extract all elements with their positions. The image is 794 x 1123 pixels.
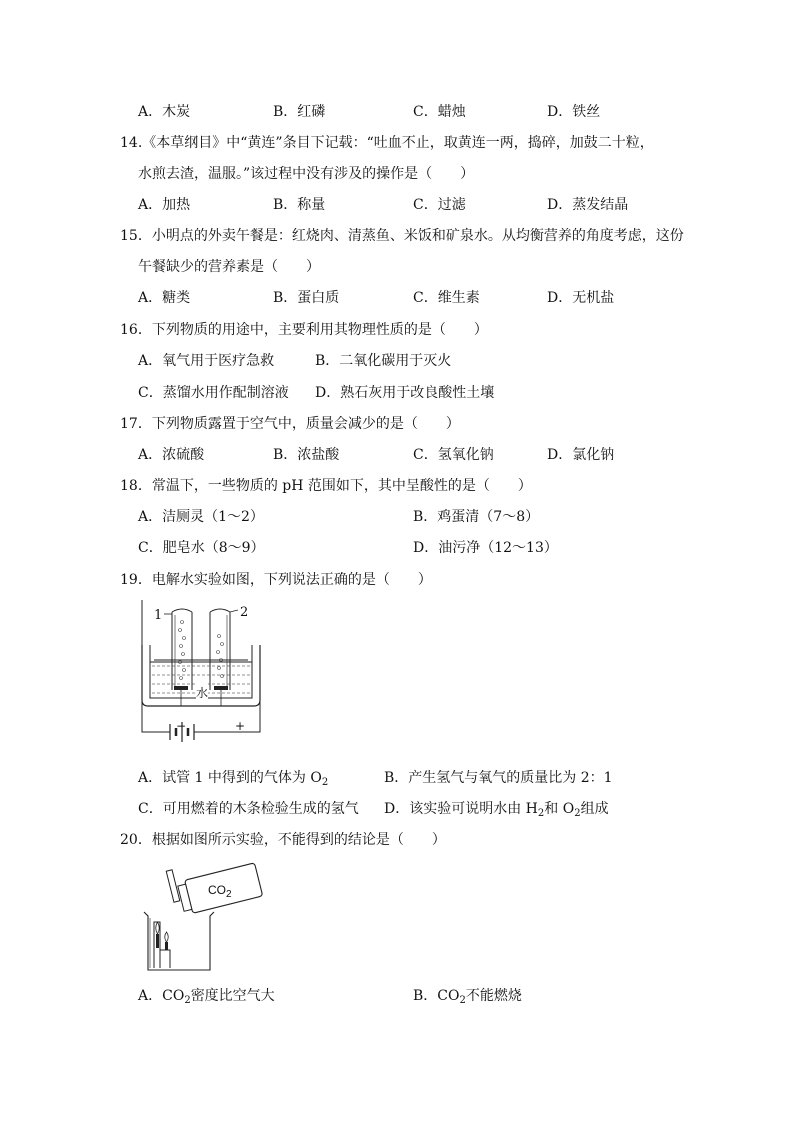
co2-jar-label: $CO_2$ bbox=[208, 883, 232, 900]
q17-option-a: A．浓硫酸 bbox=[138, 447, 205, 463]
co2-pouring-figure bbox=[140, 860, 270, 976]
q16-option-d: D．熟石灰用于改良酸性土壤 bbox=[315, 385, 495, 401]
q15-option-d: D．无机盐 bbox=[547, 290, 615, 306]
q20-option-b: B．$CO_2$不能燃烧 bbox=[413, 988, 522, 1006]
q14-option-b: B．称量 bbox=[273, 197, 326, 213]
q17-option-d: D．氯化钠 bbox=[547, 447, 615, 463]
q13-option-b: B．红磷 bbox=[273, 104, 326, 120]
figure-label-plus: + bbox=[235, 719, 246, 733]
q19-stem: 19．电解水实验如图，下列说法正确的是（ ） bbox=[120, 572, 432, 588]
figure-label-water: 水 bbox=[196, 683, 208, 703]
q17-option-b: B．浓盐酸 bbox=[273, 447, 340, 463]
q16-option-a: A．氧气用于医疗急救 bbox=[138, 353, 275, 369]
q14-stem-line2: 水煎去渣，温服。”该过程中没有涉及的操作是（ ） bbox=[138, 166, 475, 182]
figure-label-1: 1 bbox=[154, 608, 163, 623]
q18-option-d: D．油污净（12～13） bbox=[413, 540, 558, 556]
q13-option-a: A．木炭 bbox=[138, 104, 191, 120]
q13-option-d: D．铁丝 bbox=[547, 104, 601, 120]
q16-option-c: C．蒸馏水用作配制溶液 bbox=[138, 385, 289, 401]
q16-stem: 16．下列物质的用途中，主要利用其物理性质的是（ ） bbox=[120, 322, 488, 338]
q19-option-a: A．试管 1 中得到的气体为 $O_2$ bbox=[138, 770, 329, 788]
q20-option-a: A．$CO_2$密度比空气大 bbox=[138, 988, 275, 1006]
figure-label-2: 2 bbox=[240, 605, 249, 620]
q14-option-d: D．蒸发结晶 bbox=[547, 197, 629, 213]
candle-upper bbox=[156, 934, 159, 948]
q15-stem-line2: 午餐缺少的营养素是（ ） bbox=[138, 259, 320, 275]
q19-option-c: C．可用燃着的木条检验生成的氢气 bbox=[138, 801, 359, 817]
q14-stem-line1: 14.《本草纲目》中“黄连”条目下记载：“吐血不止，取黄连一两，捣碎，加鼓二十粒， bbox=[120, 135, 654, 151]
q14-option-a: A．加热 bbox=[138, 197, 191, 213]
q15-option-b: B．蛋白质 bbox=[273, 290, 340, 306]
q18-stem: 18．常温下，一些物质的 pH 范围如下，其中呈酸性的是（ ） bbox=[120, 478, 532, 494]
q15-option-a: A．糖类 bbox=[138, 290, 191, 306]
q18-option-b: B．鸡蛋清（7～8） bbox=[413, 509, 540, 525]
q13-option-c: C．蜡烛 bbox=[413, 104, 466, 120]
q14-option-c: C．过滤 bbox=[413, 197, 466, 213]
q19-option-b: B．产生氢气与氧气的质量比为 2：1 bbox=[384, 770, 613, 786]
q20-stem: 20．根据如图所示实验，不能得到的结论是（ ） bbox=[120, 832, 446, 848]
q15-stem-line1: 15．小明点的外卖午餐是：红烧肉、清蒸鱼、米饭和矿泉水。从均衡营养的角度考虑，这份 bbox=[120, 228, 684, 244]
q16-option-b: B．二氧化碳用于灭火 bbox=[315, 353, 452, 369]
candle-lower bbox=[165, 942, 168, 950]
q17-stem: 17．下列物质露置于空气中，质量会减少的是（ ） bbox=[120, 416, 460, 432]
figure-label-minus: − bbox=[176, 719, 187, 733]
q15-option-c: C．维生素 bbox=[413, 290, 480, 306]
q17-option-c: C．氢氧化钠 bbox=[413, 447, 494, 463]
q18-option-c: C．肥皂水（8～9） bbox=[138, 540, 265, 556]
q19-option-d: D．该实验可说明水由 $H_2$和 $O_2$组成 bbox=[384, 801, 609, 819]
q18-option-a: A．洁厕灵（1～2） bbox=[138, 509, 264, 525]
